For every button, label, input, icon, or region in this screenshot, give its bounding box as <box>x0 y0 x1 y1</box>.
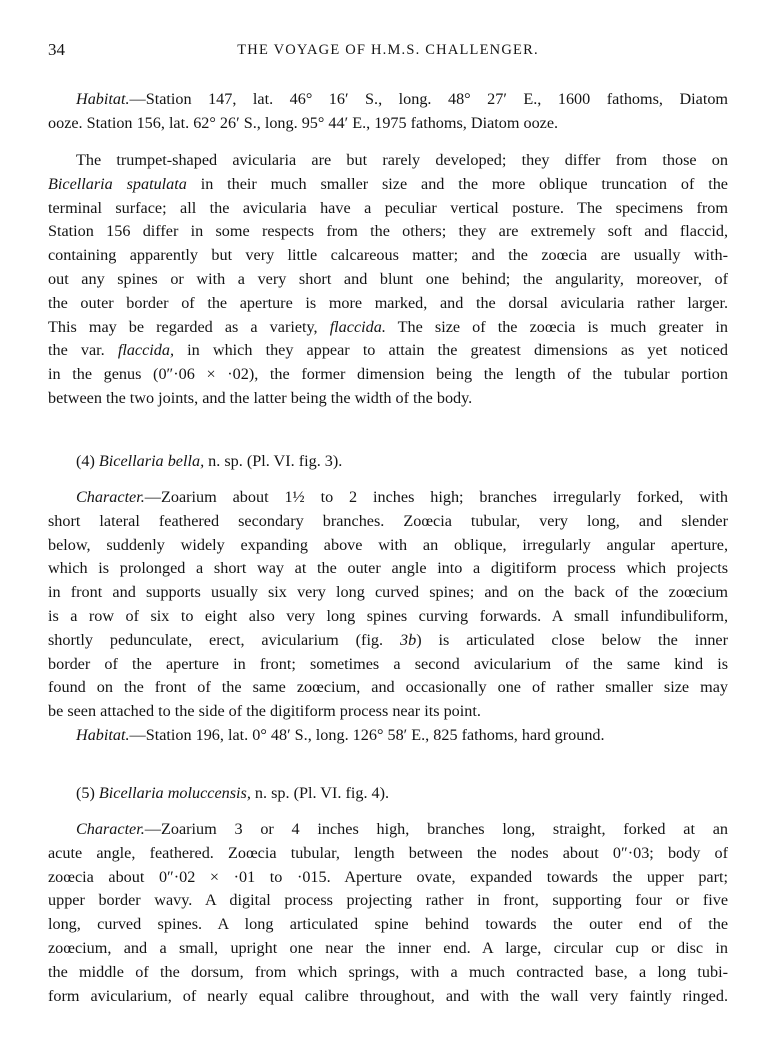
figure-ref: 3b <box>400 630 417 649</box>
species-name: Bicellaria bella, <box>98 452 205 470</box>
text-line: upper border wavy. A digital process projecting rather in front, supporting four or five <box>48 891 728 910</box>
text-line: the outer border of the aperture is more marked, and the dorsal avicularia rather larger. <box>48 293 728 312</box>
species-heading-bella: (4) Bicellaria bella, n. sp. (Pl. VI. fig. 3). <box>76 452 343 470</box>
text-line: border of the aperture in front; sometimes a second avicularium of the same kind is <box>48 654 728 673</box>
habitat-label: Habitat. <box>76 90 130 108</box>
species-name: Bicellaria spatulata <box>48 174 187 193</box>
text-line: Station 156 differ in some respects from the others; they are extremely soft and flaccid, <box>48 222 728 241</box>
text-line: zoœcium, and a small, upright one near the inner end. A large, circular cup or disc in <box>48 938 728 957</box>
species-heading-moluccensis: (5) Bicellaria moluccensis, n. sp. (Pl. VI. fig. 4). <box>76 784 390 802</box>
variety-name: flaccida, <box>117 341 175 360</box>
text-line: shortly pedunculate, erect, avicularium (fig. 3b) is articulated close below the inner <box>48 630 728 649</box>
body-paragraph-avicularia <box>48 149 728 411</box>
character-paragraph-moluccensis <box>48 818 728 1008</box>
text-line: Character.—Zoarium about 1½ to 2 inches high; branches irregularly forked, with <box>76 488 728 506</box>
text-line: out any spines or with a very short and blunt one behind; the angularity, moreover, of <box>48 269 728 288</box>
text-line: Habitat.—Station 147, lat. 46° 16′ S., long. 48° 27′ E., 1600 fathoms, Diatom <box>76 90 728 108</box>
text-line: The trumpet-shaped avicularia are but rarely developed; they differ from those on <box>76 151 728 169</box>
text-line: Habitat.—Station 196, lat. 0° 48′ S., long. 126° 58′ E., 825 fathoms, hard ground. <box>76 725 605 744</box>
text-line: the middle of the dorsum, from which springs, with a much contracted base, a long tubi- <box>48 962 728 981</box>
text-line: in front and supports usually six very long curved spines; and on the back of the zoœcium <box>48 583 728 602</box>
text-line: terminal surface; all the avicularia have a peculiar vertical posture. The specimens from <box>48 198 728 217</box>
variety-name: flaccida. <box>329 317 386 336</box>
text-line: is a row of six to eight also very long spines curving forwards. A small infundibuliform, <box>48 606 728 625</box>
text-line: acute angle, feathered. Zoœcia tubular, length between the nodes about 0″·03; body of <box>48 843 728 862</box>
character-paragraph-bella <box>48 486 728 748</box>
text-line: short lateral feathered secondary branches. Zoœcia tubular, very long, and slender <box>48 511 728 530</box>
text-line: Bicellaria spatulata in their much smaller size and the more oblique truncation of the <box>48 174 728 193</box>
text-line: containing apparently but very little calcareous matter; and the zoœcia are usually with- <box>48 246 728 265</box>
text-line: form avicularium, of nearly equal calibre throughout, and with the wall very faintly ringed. <box>48 986 728 1005</box>
text-line: the var. flaccida, in which they appear to attain the greatest dimensions as yet noticed <box>48 341 728 360</box>
text-line: This may be regarded as a variety, flaccida. The size of the zoœcia is much greater in <box>48 317 728 336</box>
running-title: THE VOYAGE OF H.M.S. CHALLENGER. <box>237 42 539 58</box>
text-line: between the two joints, and the latter being the width of the body. <box>48 388 473 407</box>
text-line: long, curved spines. A long articulated spine behind towards the outer end of the <box>48 915 728 934</box>
text-line: zoœcia about 0″·02 × ·01 to ·015. Aperture ovate, expanded towards the upper part; <box>48 867 728 886</box>
text-line: found on the front of the same zoœcium, and occasionally one of rather smaller size may <box>48 678 728 697</box>
page-number: 34 <box>48 40 65 59</box>
text-line: be seen attached to the side of the digitiform process near its point. <box>48 702 481 721</box>
page-header <box>48 36 728 60</box>
text-line: which is prolonged a short way at the outer angle into a digitiform process which projects <box>48 559 728 578</box>
habitat-label: Habitat. <box>76 725 130 744</box>
text-line: below, suddenly widely expanding above with an oblique, irregularly angular aperture, <box>48 535 728 554</box>
text-line: ooze. Station 156, lat. 62° 26′ S., long. 95° 44′ E., 1975 fathoms, Diatom ooze. <box>48 113 559 132</box>
text-line: in the genus (0″·06 × ·02), the former dimension being the length of the tubular portion <box>48 365 728 384</box>
text-line: Character.—Zoarium 3 or 4 inches high, branches long, straight, forked at an <box>76 820 728 838</box>
character-label: Character. <box>76 820 145 838</box>
species-name: Bicellaria moluccensis, <box>98 784 251 802</box>
character-label: Character. <box>76 488 145 506</box>
habitat-paragraph-1 <box>48 88 728 136</box>
